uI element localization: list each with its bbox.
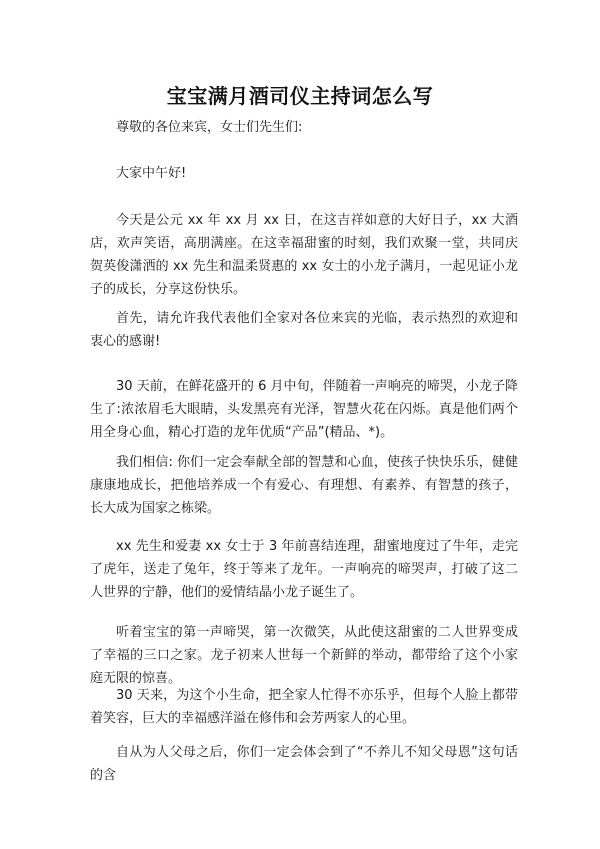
document-title: 宝宝满月酒司仪主持词怎么写 bbox=[166, 84, 434, 108]
paragraph-4: 我们相信: 你们一定会奉献全部的智慧和心血，使孩子快快乐乐，健健康康地成长，把他培养成一个有爱心、有理想、有素养、有智慧的孩子，长大成为国家之栋梁。 bbox=[90, 455, 518, 516]
paragraph-2: 首先，请允许我代表他们全家对各位来宾的光临，表示热烈的欢迎和衷心的感谢! bbox=[90, 311, 518, 349]
paragraph-greeting: 大家中午好! bbox=[116, 166, 187, 181]
paragraph-5: xx 先生和爱妻 xx 女士于 3 年前喜结连理，甜蜜地度过了牛年，走完了虎年，送走了兔年，终于等来了龙年。一声响亮的啼哭声，打破了这二人世界的宁静，他们的爱情结晶小龙子诞生了。 bbox=[90, 539, 518, 600]
paragraph-7: 30 天来，为这个小生命，把全家人忙得不亦乐乎，但每个人脸上都带着笑容，巨大的幸福感洋溢在修伟和会芳两家人的心里。 bbox=[90, 688, 518, 726]
paragraph-8: 自从为人父母之后，你们一定会体会到了“不养儿不知父母恩”这句话的含 bbox=[90, 745, 518, 783]
paragraph-3: 30 天前，在鲜花盛开的 6 月中旬，伴随着一声响亮的啼哭，小龙子降生了:浓浓眉毛大眼睛，头发黑亮有光泽，智慧火花在闪烁。真是他们两个用全身心血，精心打造的龙年优质“产品”(精品、*)。 bbox=[90, 379, 518, 440]
paragraph-1: 今天是公元 xx 年 xx 月 xx 日，在这吉祥如意的大好日子，xx 大酒店，欢声笑语，高朋满座。在这幸福甜蜜的时刻，我们欢聚一堂，共同庆贺英俊潇洒的 xx 先生和温柔贤惠的 xx 女士的小龙子满月，一起见证小龙子的成长，分享这份快乐。 bbox=[90, 213, 518, 297]
paragraph-6: 听着宝宝的第一声啼哭，第一次微笑，从此使这甜蜜的二人世界变成了幸福的三口之家。龙子初来人世每一个新鲜的举动，都带给了这个小家庭无限的惊喜。 bbox=[90, 625, 518, 686]
paragraph-salutation: 尊敬的各位来宾，女士们先生们: bbox=[116, 120, 303, 135]
